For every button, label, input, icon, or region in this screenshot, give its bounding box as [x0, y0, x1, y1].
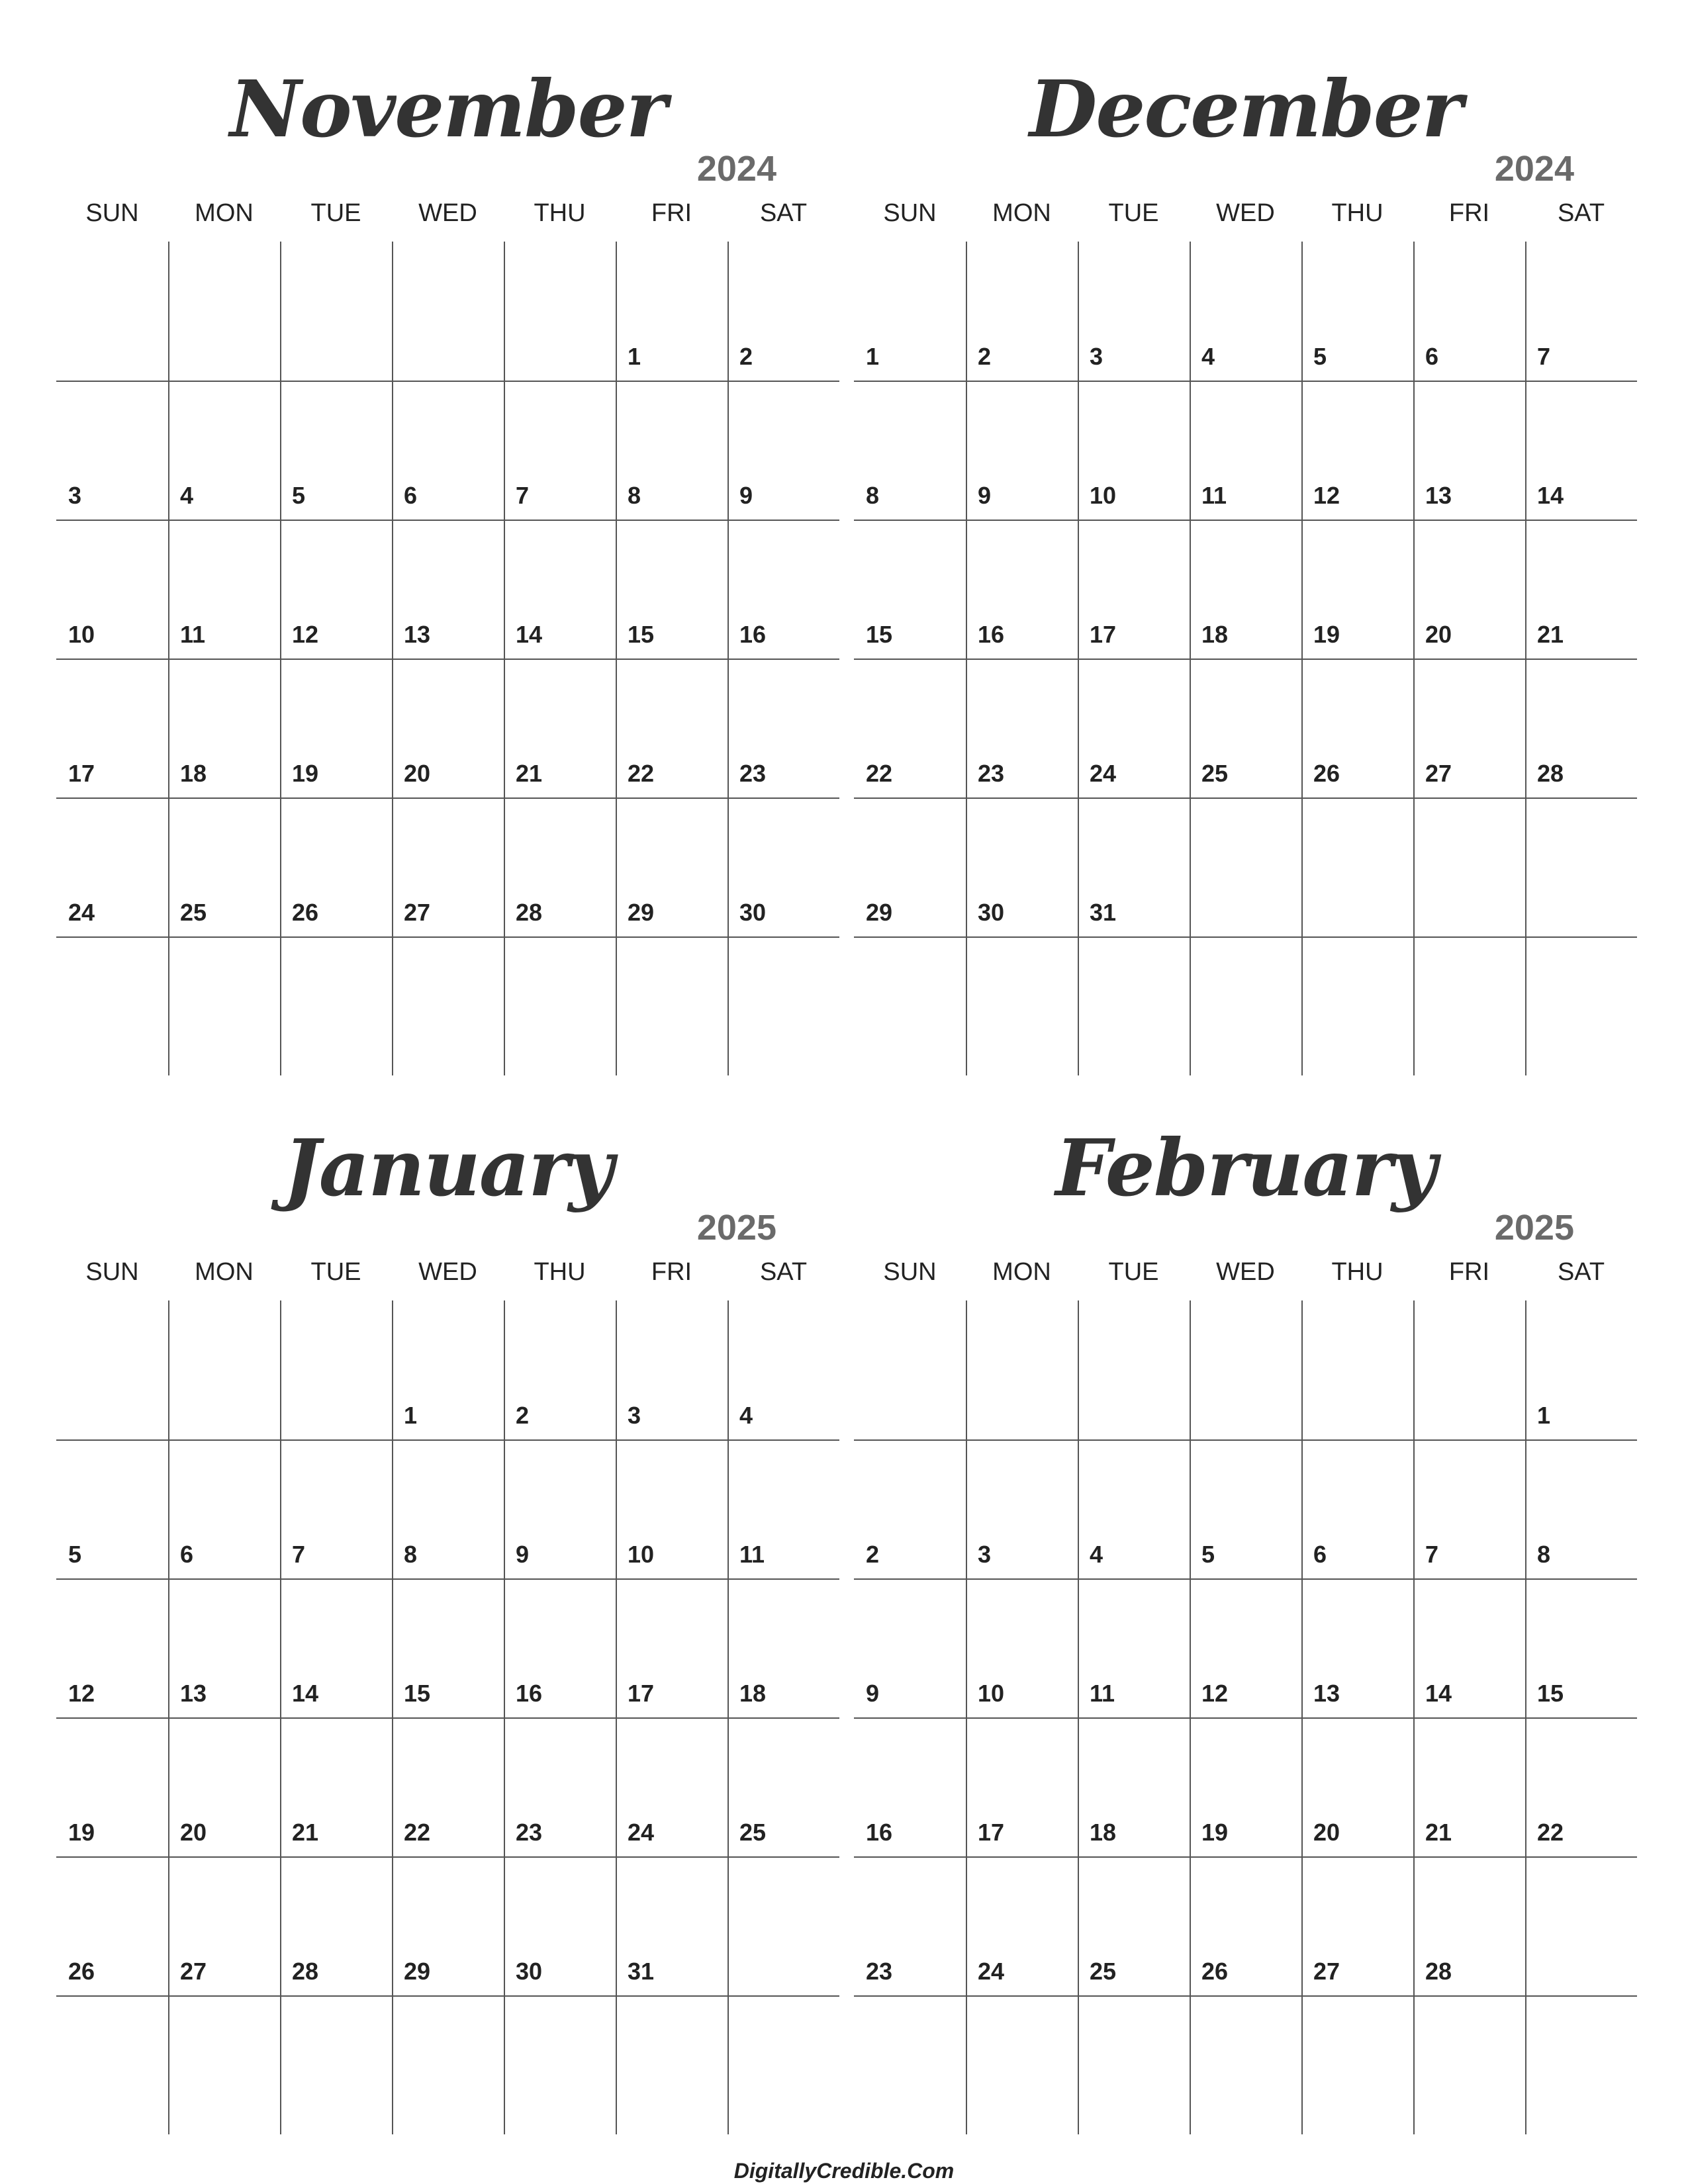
day-cell-number: 15: [866, 621, 893, 648]
day-cell-number: 11: [1201, 482, 1227, 509]
day-cell-number: 2: [978, 343, 992, 370]
weekday-fri: FRI: [1448, 199, 1490, 227]
weekday-wed: WED: [1216, 199, 1275, 227]
day-cell-number: 14: [1425, 1680, 1452, 1707]
weekday-mon: MON: [992, 199, 1051, 227]
day-cell-number: 14: [1537, 482, 1564, 509]
day-cell-number: 22: [1537, 1819, 1564, 1846]
day-cell-number: 27: [180, 1958, 207, 1985]
weekday-thu: THU: [534, 199, 586, 227]
month-year: 2025: [1494, 1208, 1574, 1248]
weekday-thu: THU: [1331, 199, 1383, 227]
day-cell-number: 15: [628, 621, 655, 648]
day-cell-number: 16: [866, 1819, 893, 1846]
day-cell-number: 2: [739, 343, 753, 370]
day-cell-number: 17: [628, 1680, 655, 1707]
day-cell-number: 19: [68, 1819, 95, 1846]
day-cell-number: 23: [516, 1819, 543, 1846]
day-cell-number: 27: [404, 899, 431, 926]
day-cell-number: 18: [739, 1680, 767, 1707]
grid-row-divider: [854, 1717, 1637, 1719]
month-december: [854, 63, 1637, 930]
day-cell-number: 21: [1425, 1819, 1452, 1846]
weekday-sat: SAT: [759, 1258, 808, 1286]
day-cell-number: 31: [628, 1958, 655, 1985]
day-cell-number: 30: [516, 1958, 543, 1985]
weekday-header: [854, 1255, 1637, 1289]
day-cell-number: 10: [68, 621, 95, 648]
day-cell-number: 25: [180, 899, 207, 926]
weekday-sun: SUN: [883, 199, 937, 227]
day-cell-number: 8: [404, 1541, 418, 1568]
weekday-mon: MON: [195, 199, 254, 227]
weekday-wed: WED: [418, 199, 477, 227]
day-cell-number: 11: [739, 1541, 765, 1568]
day-cell-number: 24: [68, 899, 95, 926]
day-cell-number: 29: [866, 899, 893, 926]
day-cell-number: 6: [1425, 343, 1439, 370]
day-cell-number: 9: [978, 482, 992, 509]
weekday-sun: SUN: [883, 1258, 937, 1286]
month-november: [56, 63, 839, 930]
day-cell-number: 19: [1201, 1819, 1229, 1846]
day-cell-number: 20: [1425, 621, 1452, 648]
day-cell-number: 13: [1313, 1680, 1340, 1707]
day-cell-number: 2: [516, 1402, 530, 1429]
weekday-sat: SAT: [1557, 199, 1605, 227]
day-cell-number: 17: [68, 760, 95, 787]
day-cell-number: 8: [1537, 1541, 1551, 1568]
day-cell-number: 11: [1090, 1680, 1115, 1707]
day-cell-number: 4: [739, 1402, 753, 1429]
day-cell-number: 1: [866, 343, 880, 370]
weekday-tue: TUE: [1108, 199, 1159, 227]
day-cell-number: 25: [1201, 760, 1229, 787]
weekday-fri: FRI: [651, 199, 692, 227]
day-cell-number: 24: [628, 1819, 655, 1846]
day-cell-number: 8: [866, 482, 880, 509]
day-cell-number: 30: [739, 899, 767, 926]
day-cell-number: 5: [68, 1541, 82, 1568]
grid-row-divider: [56, 1717, 839, 1719]
grid-row-divider: [56, 936, 839, 938]
day-cell-number: 27: [1313, 1958, 1340, 1985]
day-cell-number: 7: [292, 1541, 306, 1568]
month-year: 2024: [1494, 149, 1574, 189]
day-cell-number: 5: [1313, 343, 1327, 370]
day-cell-number: 1: [1537, 1402, 1551, 1429]
calendar-grid: [56, 1300, 839, 2134]
grid-row-divider: [854, 936, 1637, 938]
weekday-sat: SAT: [759, 199, 808, 227]
day-cell-number: 18: [1090, 1819, 1117, 1846]
day-cell-number: 28: [1537, 760, 1564, 787]
day-cell-number: 30: [978, 899, 1005, 926]
day-cell-number: 6: [404, 482, 418, 509]
day-cell-number: 28: [1425, 1958, 1452, 1985]
day-cell-number: 25: [739, 1819, 767, 1846]
weekday-header: [854, 197, 1637, 230]
day-cell-number: 24: [978, 1958, 1005, 1985]
grid-row-divider: [56, 1856, 839, 1858]
month-january: [56, 1122, 839, 1989]
day-cell-number: 24: [1090, 760, 1117, 787]
day-cell-number: 7: [516, 482, 530, 509]
day-cell-number: 22: [628, 760, 655, 787]
month-title: December: [1029, 63, 1462, 155]
day-cell-number: 3: [628, 1402, 641, 1429]
weekday-wed: WED: [418, 1258, 477, 1286]
calendar-grid: [56, 242, 839, 1075]
weekday-header: [56, 1255, 839, 1289]
day-cell-number: 12: [1201, 1680, 1229, 1707]
weekday-mon: MON: [992, 1258, 1051, 1286]
weekday-sat: SAT: [1557, 1258, 1605, 1286]
day-cell-number: 13: [404, 621, 431, 648]
day-cell-number: 26: [68, 1958, 95, 1985]
day-cell-number: 3: [68, 482, 82, 509]
grid-row-divider: [56, 381, 839, 382]
day-cell-number: 22: [404, 1819, 431, 1846]
day-cell-number: 16: [516, 1680, 543, 1707]
day-cell-number: 3: [978, 1541, 992, 1568]
grid-row-divider: [56, 797, 839, 799]
day-cell-number: 13: [1425, 482, 1452, 509]
day-cell-number: 16: [978, 621, 1005, 648]
day-cell-number: 31: [1090, 899, 1117, 926]
day-cell-number: 7: [1537, 343, 1551, 370]
day-cell-number: 10: [628, 1541, 655, 1568]
day-cell-number: 9: [866, 1680, 880, 1707]
day-cell-number: 26: [1201, 1958, 1229, 1985]
day-cell-number: 26: [1313, 760, 1340, 787]
day-cell-number: 2: [866, 1541, 880, 1568]
day-cell-number: 11: [180, 621, 206, 648]
grid-row-divider: [854, 797, 1637, 799]
day-cell-number: 20: [404, 760, 431, 787]
month-title: February: [1055, 1122, 1436, 1214]
calendar-grid: [854, 242, 1637, 1075]
footer-credit: DigitallyCredible.Com: [733, 2159, 955, 2183]
grid-row-divider: [56, 1578, 839, 1580]
day-cell-number: 17: [1090, 621, 1117, 648]
day-cell-number: 18: [180, 760, 207, 787]
day-cell-number: 6: [1313, 1541, 1327, 1568]
day-cell-number: 5: [292, 482, 306, 509]
day-cell-number: 4: [180, 482, 194, 509]
day-cell-number: 15: [1537, 1680, 1564, 1707]
grid-row-divider: [854, 520, 1637, 521]
month-february: [854, 1122, 1637, 1989]
day-cell-number: 18: [1201, 621, 1229, 648]
day-cell-number: 19: [292, 760, 319, 787]
day-cell-number: 5: [1201, 1541, 1215, 1568]
day-cell-number: 14: [292, 1680, 319, 1707]
weekday-sun: SUN: [85, 1258, 139, 1286]
day-cell-number: 9: [739, 482, 753, 509]
day-cell-number: 4: [1090, 1541, 1103, 1568]
grid-row-divider: [56, 1439, 839, 1441]
weekday-tue: TUE: [1108, 1258, 1159, 1286]
day-cell-number: 17: [978, 1819, 1005, 1846]
grid-row-divider: [854, 1439, 1637, 1441]
day-cell-number: 27: [1425, 760, 1452, 787]
day-cell-number: 26: [292, 899, 319, 926]
day-cell-number: 29: [628, 899, 655, 926]
day-cell-number: 21: [516, 760, 543, 787]
day-cell-number: 12: [292, 621, 319, 648]
weekday-tue: TUE: [310, 199, 361, 227]
day-cell-number: 12: [1313, 482, 1340, 509]
day-cell-number: 28: [292, 1958, 319, 1985]
day-cell-number: 19: [1313, 621, 1340, 648]
day-cell-number: 16: [739, 621, 767, 648]
calendar-grid: [854, 1300, 1637, 2134]
day-cell-number: 6: [180, 1541, 194, 1568]
day-cell-number: 3: [1090, 343, 1103, 370]
grid-row-divider: [854, 659, 1637, 660]
month-title: November: [230, 63, 666, 155]
day-cell-number: 15: [404, 1680, 431, 1707]
weekday-header: [56, 197, 839, 230]
day-cell-number: 1: [628, 343, 641, 370]
day-cell-number: 21: [292, 1819, 319, 1846]
day-cell-number: 1: [404, 1402, 418, 1429]
day-cell-number: 13: [180, 1680, 207, 1707]
day-cell-number: 23: [978, 760, 1005, 787]
weekday-thu: THU: [534, 1258, 586, 1286]
day-cell-number: 23: [739, 760, 767, 787]
grid-row-divider: [56, 520, 839, 521]
weekday-fri: FRI: [1448, 1258, 1490, 1286]
month-year: 2025: [696, 1208, 776, 1248]
weekday-wed: WED: [1216, 1258, 1275, 1286]
day-cell-number: 20: [1313, 1819, 1340, 1846]
grid-row-divider: [854, 1856, 1637, 1858]
day-cell-number: 22: [866, 760, 893, 787]
month-year: 2024: [696, 149, 776, 189]
day-cell-number: 4: [1201, 343, 1215, 370]
month-title: January: [283, 1122, 613, 1214]
day-cell-number: 25: [1090, 1958, 1117, 1985]
weekday-fri: FRI: [651, 1258, 692, 1286]
weekday-tue: TUE: [310, 1258, 361, 1286]
day-cell-number: 21: [1537, 621, 1564, 648]
weekday-thu: THU: [1331, 1258, 1383, 1286]
grid-row-divider: [854, 1578, 1637, 1580]
day-cell-number: 8: [628, 482, 641, 509]
day-cell-number: 28: [516, 899, 543, 926]
grid-row-divider: [56, 1995, 839, 1997]
day-cell-number: 14: [516, 621, 543, 648]
grid-row-divider: [854, 1995, 1637, 1997]
day-cell-number: 20: [180, 1819, 207, 1846]
grid-row-divider: [854, 381, 1637, 382]
day-cell-number: 7: [1425, 1541, 1439, 1568]
grid-row-divider: [56, 659, 839, 660]
day-cell-number: 23: [866, 1958, 893, 1985]
day-cell-number: 10: [1090, 482, 1117, 509]
day-cell-number: 12: [68, 1680, 95, 1707]
weekday-sun: SUN: [85, 199, 139, 227]
day-cell-number: 29: [404, 1958, 431, 1985]
day-cell-number: 9: [516, 1541, 530, 1568]
weekday-mon: MON: [195, 1258, 254, 1286]
day-cell-number: 10: [978, 1680, 1005, 1707]
